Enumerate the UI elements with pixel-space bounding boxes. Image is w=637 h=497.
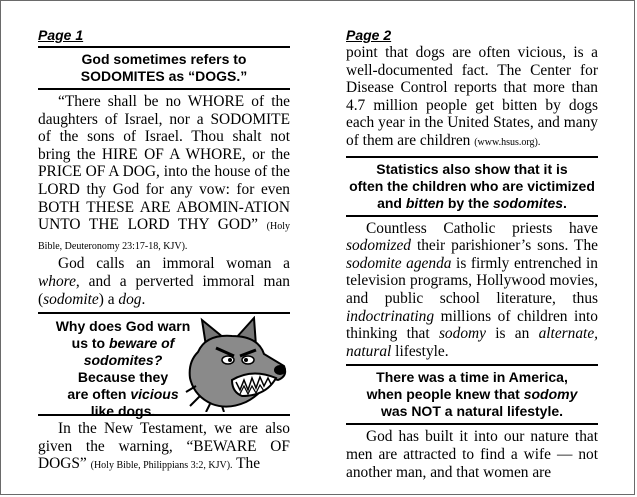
america-heading	[346, 366, 598, 423]
text: is firmly entrenched in television programs, Hollywood movies, and public school literature, thus	[346, 254, 598, 307]
text: .	[563, 194, 567, 211]
page-2-label: Page 2	[346, 27, 392, 43]
callout-line: like dogs.	[90, 403, 156, 420]
text-emphasis: whore	[38, 272, 76, 290]
text: lifestyle.	[391, 342, 449, 360]
text: God has built it into our nature that men are attracted to find a wife — not another man, and that women are	[346, 428, 598, 481]
statistics-heading	[346, 158, 598, 215]
text: and	[377, 194, 406, 211]
page-2	[346, 26, 598, 481]
callout-line: Because they	[77, 369, 169, 386]
rule	[38, 88, 290, 90]
text: us to	[71, 335, 109, 352]
text: by the	[443, 194, 493, 211]
heading-line: often the children who are victimized	[349, 177, 595, 194]
text: their parishioner’s sons. The	[410, 237, 598, 255]
heading-line	[346, 386, 598, 403]
citation: (Holy Bible, Philippians 3:2, KJV).	[90, 460, 233, 472]
page-1-label: Page 1	[38, 27, 84, 43]
text-emphasis: sodomites	[493, 194, 564, 211]
text-emphasis: sodomy	[523, 386, 578, 403]
heading-line: There was a time in America,	[376, 369, 568, 386]
heading-line: God sometimes refers to	[81, 51, 247, 67]
heading-line: was NOT a natural lifestyle.	[380, 403, 564, 420]
rule	[346, 423, 598, 425]
text-emphasis: bitten	[405, 194, 444, 211]
text: .	[141, 290, 146, 308]
explanation-paragraph	[38, 255, 290, 308]
heading-line: SODOMITES as “DOGS.”	[80, 68, 248, 84]
text: , and a perverted immoral man (	[38, 272, 290, 308]
verse-paragraph	[38, 93, 290, 255]
page-1-heading	[38, 48, 290, 88]
callout-line: Why does God warn	[55, 318, 191, 335]
page-1	[38, 26, 290, 475]
text-emphasis: beware of	[108, 335, 175, 352]
new-testament-paragraph	[38, 420, 290, 475]
citation: (www.hsus.org).	[474, 136, 541, 148]
text-emphasis: sodomites?	[83, 352, 163, 369]
snarling-dog-icon	[176, 316, 290, 412]
text: are often	[67, 386, 131, 403]
text-emphasis: dog	[118, 290, 142, 308]
text: Countless Catholic priests have	[366, 219, 598, 237]
verse-citation: (Holy Bible, Deuteronomy 23:17-18, KJV).	[38, 221, 290, 252]
rule	[346, 215, 598, 217]
agenda-paragraph	[346, 220, 598, 361]
text-emphasis: alternate, natural	[346, 325, 598, 360]
text-emphasis: sodomy	[438, 325, 486, 343]
text: In the New Testament, we are also given the warning, “BEWARE OF DOGS”	[38, 420, 290, 473]
text: ) a	[98, 290, 119, 308]
text: point that dogs are often vicious, is a well-documented fact. The Center for Disease Control reports that more than 4.7 million people get bitten by dogs each year in the United States, and many of them are children	[346, 44, 598, 149]
callout-box	[38, 314, 290, 420]
text: The	[236, 455, 261, 473]
text: God calls an immoral woman a	[58, 255, 290, 273]
text: millions of children into thinking that	[346, 307, 598, 343]
text-emphasis: sodomized	[346, 237, 411, 255]
text: is an	[485, 325, 539, 343]
text-emphasis: vicious	[130, 386, 179, 403]
heading-line	[346, 195, 598, 212]
text: when people knew that	[366, 386, 524, 403]
text-emphasis: sodomite agenda	[346, 254, 452, 272]
heading-line: Statistics also show that it is	[376, 160, 568, 177]
dog-facts-paragraph	[346, 44, 598, 152]
nature-paragraph	[346, 428, 598, 481]
verse-text: “There shall be no WHORE of the daughters of Israel, nor a SODOMITE of the sons of Israel. Thou shalt not bring the HIRE OF A WHORE, or the PRICE OF A DOG, into the house of the LORD thy God for any vow: for even BOTH THESE ARE ABOMIN-ATION UNTO THE LORD THY GOD”	[38, 93, 290, 234]
text-emphasis: indoctrinating	[346, 307, 435, 325]
text-emphasis: sodomite	[43, 290, 99, 308]
